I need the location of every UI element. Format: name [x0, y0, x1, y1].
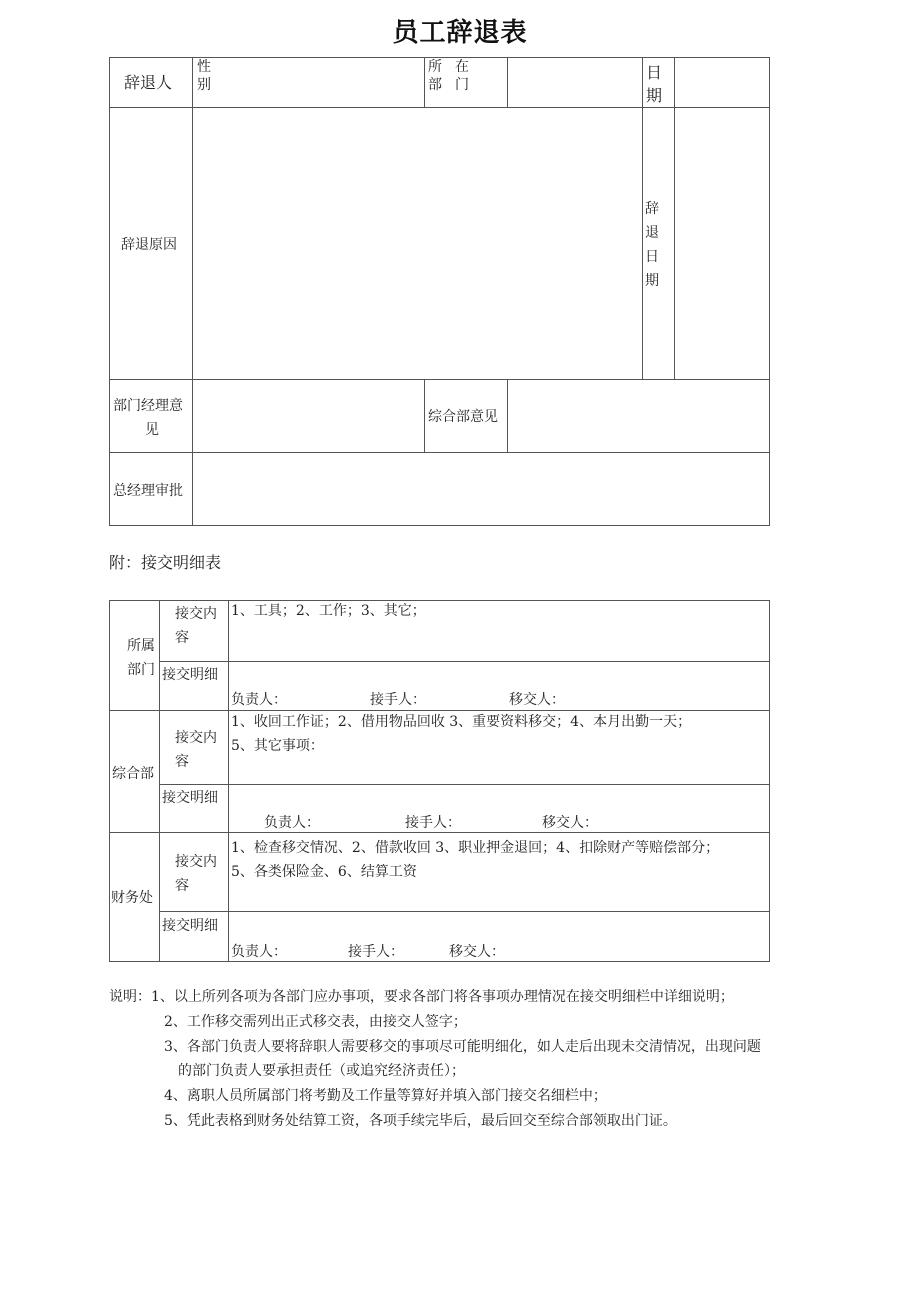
- gm-approval-label: 总经理审批: [113, 483, 183, 499]
- sign-owner: 负责人：: [231, 944, 287, 960]
- department-field[interactable]: [508, 58, 642, 107]
- note-line: 2、工作移交需列出正式移交表，由接交人签字；: [164, 1014, 467, 1030]
- detail-label: 接交明细: [162, 790, 218, 806]
- note-line: 3、各部门负责人要将辞职人需要移交的事项尽可能明细化，如人走后出现未交清情况，出现问题: [164, 1039, 761, 1055]
- reason-field[interactable]: [193, 108, 642, 379]
- sign-owner: 负责人：: [231, 692, 287, 708]
- note-line: 说明：1、以上所列各项为各部门应办事项，要求各部门将各事项办理情况在接交明细栏中详细说明；: [109, 989, 734, 1005]
- sign-transferor: 移交人：: [509, 692, 565, 708]
- dismissed-person-label: 辞退人: [124, 73, 173, 92]
- content-label: 接交内: [175, 854, 217, 870]
- dismiss-date-char-1: 辞: [645, 201, 659, 217]
- section-dept-label: 所属: [127, 638, 155, 654]
- detail-label: 接交明细: [162, 667, 218, 683]
- dismiss-date-field[interactable]: [675, 108, 769, 379]
- sign-receiver: 接手人：: [405, 815, 461, 831]
- gender-field[interactable]: [193, 82, 424, 106]
- note-line: 5、凭此表格到财务处结算工资，各项手续完毕后，最后回交至综合部领取出门证。: [164, 1113, 677, 1129]
- content-label: 接交内: [175, 730, 217, 746]
- gender-label-top: 性: [197, 59, 211, 75]
- sign-transferor: 移交人：: [449, 944, 505, 960]
- detail-label: 接交明细: [162, 918, 218, 934]
- dept-label-1: 所: [428, 59, 442, 75]
- content-label: 容: [175, 754, 189, 770]
- dismiss-date-char-2: 退: [645, 225, 659, 241]
- section-dept-label: 综合部: [112, 766, 154, 782]
- sign-transferor: 移交人：: [542, 815, 598, 831]
- reason-label: 辞退原因: [121, 237, 177, 253]
- note-line: 4、离职人员所属部门将考勤及工作量等算好并填入部门接交名细栏中；: [164, 1088, 607, 1104]
- dept-label-4: 门: [455, 77, 469, 93]
- dept-manager-label-1: 部门经理意: [113, 398, 183, 414]
- sign-owner: 负责人：: [264, 815, 320, 831]
- content-text: 1、收回工作证；2、借用物品回收 3、重要资料移交；4、本月出勤一天；: [231, 714, 692, 730]
- content-label: 容: [175, 878, 189, 894]
- date-label-bottom: 期: [646, 86, 663, 105]
- dept-manager-label-2: 见: [145, 422, 159, 438]
- dismiss-date-char-4: 期: [645, 273, 659, 289]
- sign-receiver: 接手人：: [370, 692, 426, 708]
- content-text: 5、其它事项：: [231, 738, 324, 754]
- section-dept-label: 部门: [127, 662, 155, 678]
- content-label: 接交内: [175, 606, 217, 622]
- content-text: 1、检查移交情况、2、借款收回 3、职业押金退回；4、扣除财产等赔偿部分；: [231, 840, 720, 856]
- appendix-title: 附：接交明细表: [109, 553, 222, 572]
- note-line: 的部门负责人要承担责任（或追究经济责任）；: [178, 1063, 465, 1079]
- section-dept-label: 财务处: [111, 890, 153, 906]
- general-dept-opinion-field[interactable]: [508, 380, 769, 452]
- content-text: 5、各类保险金、6、结算工资: [231, 864, 417, 880]
- dept-label-3: 部: [428, 77, 442, 93]
- dismiss-date-char-3: 日: [645, 249, 659, 265]
- page-title: 员工辞退表: [392, 18, 528, 48]
- content-label: 容: [175, 630, 189, 646]
- gender-label-bottom: 别: [197, 77, 211, 93]
- general-dept-opinion-label: 综合部意见: [428, 409, 498, 425]
- content-text: 1、工具；2、工作；3、其它；: [231, 603, 426, 619]
- dept-manager-opinion-field[interactable]: [193, 380, 424, 452]
- date-field[interactable]: [675, 58, 769, 107]
- sign-receiver: 接手人：: [348, 944, 404, 960]
- date-label-top: 日: [646, 63, 663, 82]
- dept-label-2: 在: [455, 59, 469, 75]
- gm-approval-field[interactable]: [193, 453, 769, 525]
